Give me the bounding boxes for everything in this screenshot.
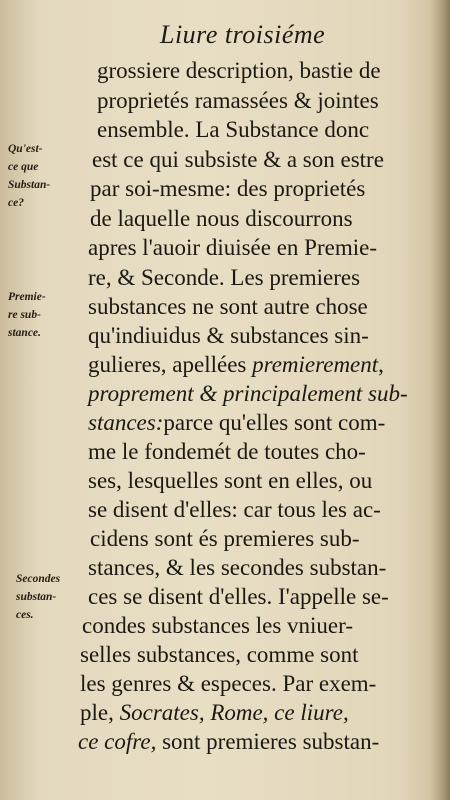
page-edge-shadow — [430, 0, 450, 800]
running-head: Liure troisiéme — [160, 20, 326, 49]
text-line: ensemble. La Substance donc — [97, 117, 370, 142]
margin-note-line: re sub- — [8, 309, 41, 321]
text-roman: , — [378, 352, 384, 377]
margin-note-3 — [16, 570, 86, 624]
margin-note-line: Qu'est- — [8, 143, 43, 155]
text-line: ces se disent d'elles. I'appelle se- — [88, 584, 389, 609]
text-roman: gulieres, apellées — [88, 352, 253, 377]
text-line: condes substances les vniuer- — [82, 613, 353, 638]
text-line — [88, 408, 385, 438]
text-line: est ce qui subsiste & a son estre — [92, 147, 384, 172]
margin-note-line: Secondes — [16, 573, 61, 585]
text-line: par soi-mesme: des proprietés — [90, 176, 366, 201]
margin-note-line: ces. — [16, 609, 34, 621]
text-line: re, & Seconde. Les premieres — [88, 265, 361, 290]
text-italic: stances: — [88, 410, 164, 435]
text-roman: sont premieres substan- — [156, 729, 380, 754]
margin-note-2 — [8, 288, 78, 342]
text-line: se disent d'elles: car tous les ac- — [88, 497, 381, 522]
text-line: apres l'auoir diuisée en Premie- — [88, 235, 377, 260]
text-line — [88, 379, 408, 409]
text-line: proprietés ramassées & jointes — [97, 88, 379, 113]
margin-note-1 — [8, 140, 78, 212]
text-line: les genres & especes. Par exem- — [80, 671, 377, 696]
margin-note-line: Substan- — [8, 179, 51, 191]
margin-note-line: ce? — [8, 197, 24, 209]
text-line — [78, 727, 379, 757]
margin-note-line: Premie- — [8, 291, 46, 303]
text-italic: premierement — [252, 352, 379, 377]
margin-note-line: substan- — [16, 591, 57, 603]
text-line: qu'indiuidus & substances sin- — [88, 323, 369, 348]
text-line: selles substances, comme sont — [80, 642, 359, 667]
text-line — [88, 350, 384, 380]
text-italic: Socrates, Rome, ce liure, — [119, 700, 349, 725]
text-line: substances ne sont autre chose — [88, 294, 368, 319]
text-italic: ce cofre, — [78, 729, 157, 754]
text-line: cidens sont és premieres sub- — [90, 526, 360, 551]
text-line: de laquelle nous discourrons — [90, 206, 353, 231]
text-line — [80, 698, 349, 728]
margin-note-line: stance. — [8, 327, 41, 339]
text-roman: parce qu'elles sont com- — [163, 410, 386, 435]
text-line: ses, lesquelles sont en elles, ou — [88, 468, 373, 493]
margin-note-line: ce que — [8, 161, 39, 173]
text-roman: ple, — [80, 700, 120, 725]
text-line: grossiere description, bastie de — [97, 58, 381, 83]
text-line: me le fondemét de toutes cho- — [88, 439, 366, 464]
text-line: stances, & les secondes substan- — [88, 555, 387, 580]
text-italic: proprement & principalement sub- — [88, 381, 408, 406]
